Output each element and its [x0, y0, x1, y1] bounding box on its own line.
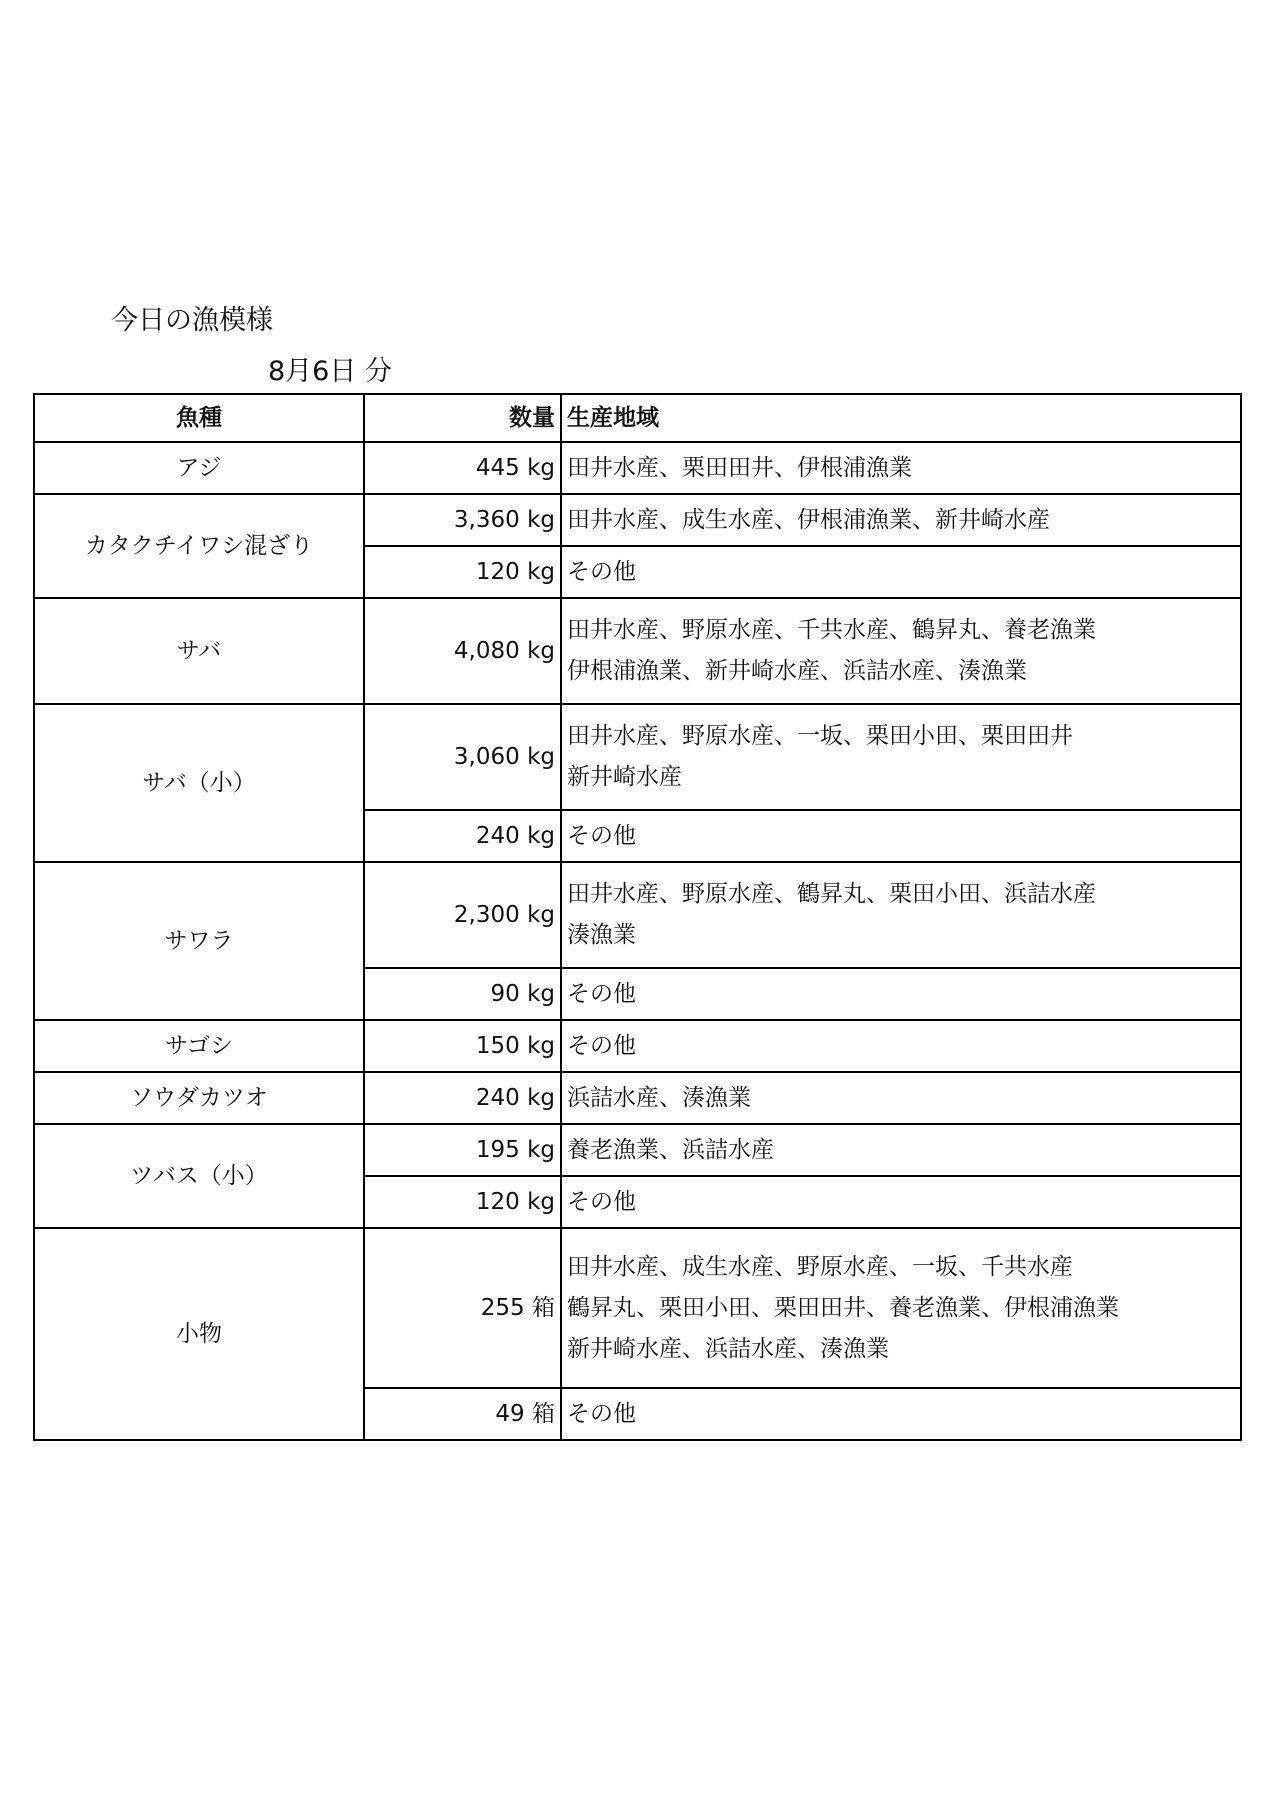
- quantity: 120 kg: [364, 546, 561, 598]
- region-line: その他: [567, 1032, 636, 1059]
- region-line: 浜詰水産、湊漁業: [567, 1084, 751, 1111]
- region: [561, 1388, 1241, 1440]
- region-line: 新井崎水産: [567, 764, 682, 790]
- region-line: その他: [567, 1400, 636, 1427]
- table-row: [34, 862, 1241, 968]
- fish-name: サゴシ: [34, 1020, 364, 1072]
- region: [561, 598, 1241, 704]
- table-header-row: [34, 394, 1241, 442]
- quantity: 255 箱: [364, 1228, 561, 1388]
- region-line: 田井水産、野原水産、千共水産、鶴昇丸、養老漁業: [567, 617, 1096, 643]
- region-line: その他: [567, 980, 636, 1007]
- report-date: 8月6日 分: [268, 356, 392, 387]
- fish-name: サワラ: [34, 862, 364, 1020]
- column-header-fish: 魚種: [34, 394, 364, 442]
- region: [561, 810, 1241, 862]
- page-title: 今日の漁模様: [111, 305, 273, 336]
- table-row: [34, 442, 1241, 494]
- table-row: [34, 1072, 1241, 1124]
- region-line: 田井水産、野原水産、一坂、栗田小田、栗田田井: [567, 723, 1073, 749]
- region: [561, 968, 1241, 1020]
- region: [561, 442, 1241, 494]
- region: [561, 494, 1241, 546]
- region-line: その他: [567, 822, 636, 849]
- table-row: [34, 1020, 1241, 1072]
- quantity: 150 kg: [364, 1020, 561, 1072]
- quantity: 4,080 kg: [364, 598, 561, 704]
- region: [561, 1020, 1241, 1072]
- table-row: [34, 598, 1241, 704]
- region: [561, 862, 1241, 968]
- region: [561, 1176, 1241, 1228]
- quantity: 240 kg: [364, 810, 561, 862]
- quantity: 445 kg: [364, 442, 561, 494]
- column-header-region: 生産地域: [561, 394, 1241, 442]
- fish-name: ソウダカツオ: [34, 1072, 364, 1124]
- table-row: [34, 704, 1241, 810]
- region-line: 鶴昇丸、栗田小田、栗田田井、養老漁業、伊根浦漁業: [567, 1294, 1119, 1321]
- quantity: 195 kg: [364, 1124, 561, 1176]
- column-header-quantity: 数量: [364, 394, 561, 442]
- quantity: 3,360 kg: [364, 494, 561, 546]
- quantity: 49 箱: [364, 1388, 561, 1440]
- region-line: 田井水産、成生水産、野原水産、一坂、千共水産: [567, 1253, 1073, 1280]
- region-line: 新井崎水産、浜詰水産、湊漁業: [567, 1335, 889, 1362]
- quantity: 90 kg: [364, 968, 561, 1020]
- quantity: 2,300 kg: [364, 862, 561, 968]
- fish-name: ツバス（小）: [34, 1124, 364, 1228]
- region-line: 湊漁業: [567, 922, 636, 948]
- region-line: 伊根浦漁業、新井崎水産、浜詰水産、湊漁業: [567, 658, 1027, 684]
- fish-name: アジ: [34, 442, 364, 494]
- fish-name: サバ: [34, 598, 364, 704]
- region-line: その他: [567, 1188, 636, 1215]
- catch-table: [33, 393, 1242, 1441]
- region-line: その他: [567, 558, 636, 585]
- table-row: [34, 494, 1241, 546]
- region: [561, 1072, 1241, 1124]
- quantity: 240 kg: [364, 1072, 561, 1124]
- fish-name: カタクチイワシ混ざり: [34, 494, 364, 598]
- region-line: 田井水産、栗田田井、伊根浦漁業: [567, 454, 912, 481]
- fish-name: サバ（小）: [34, 704, 364, 862]
- fish-name: 小物: [34, 1228, 364, 1440]
- region-line: 養老漁業、浜詰水産: [567, 1136, 774, 1163]
- quantity: 3,060 kg: [364, 704, 561, 810]
- region: [561, 1124, 1241, 1176]
- quantity: 120 kg: [364, 1176, 561, 1228]
- region-line: 田井水産、野原水産、鶴昇丸、栗田小田、浜詰水産: [567, 881, 1096, 907]
- region: [561, 1228, 1241, 1388]
- region: [561, 704, 1241, 810]
- table-row: [34, 1124, 1241, 1176]
- region-line: 田井水産、成生水産、伊根浦漁業、新井崎水産: [567, 506, 1050, 533]
- region: [561, 546, 1241, 598]
- table-row: [34, 1228, 1241, 1388]
